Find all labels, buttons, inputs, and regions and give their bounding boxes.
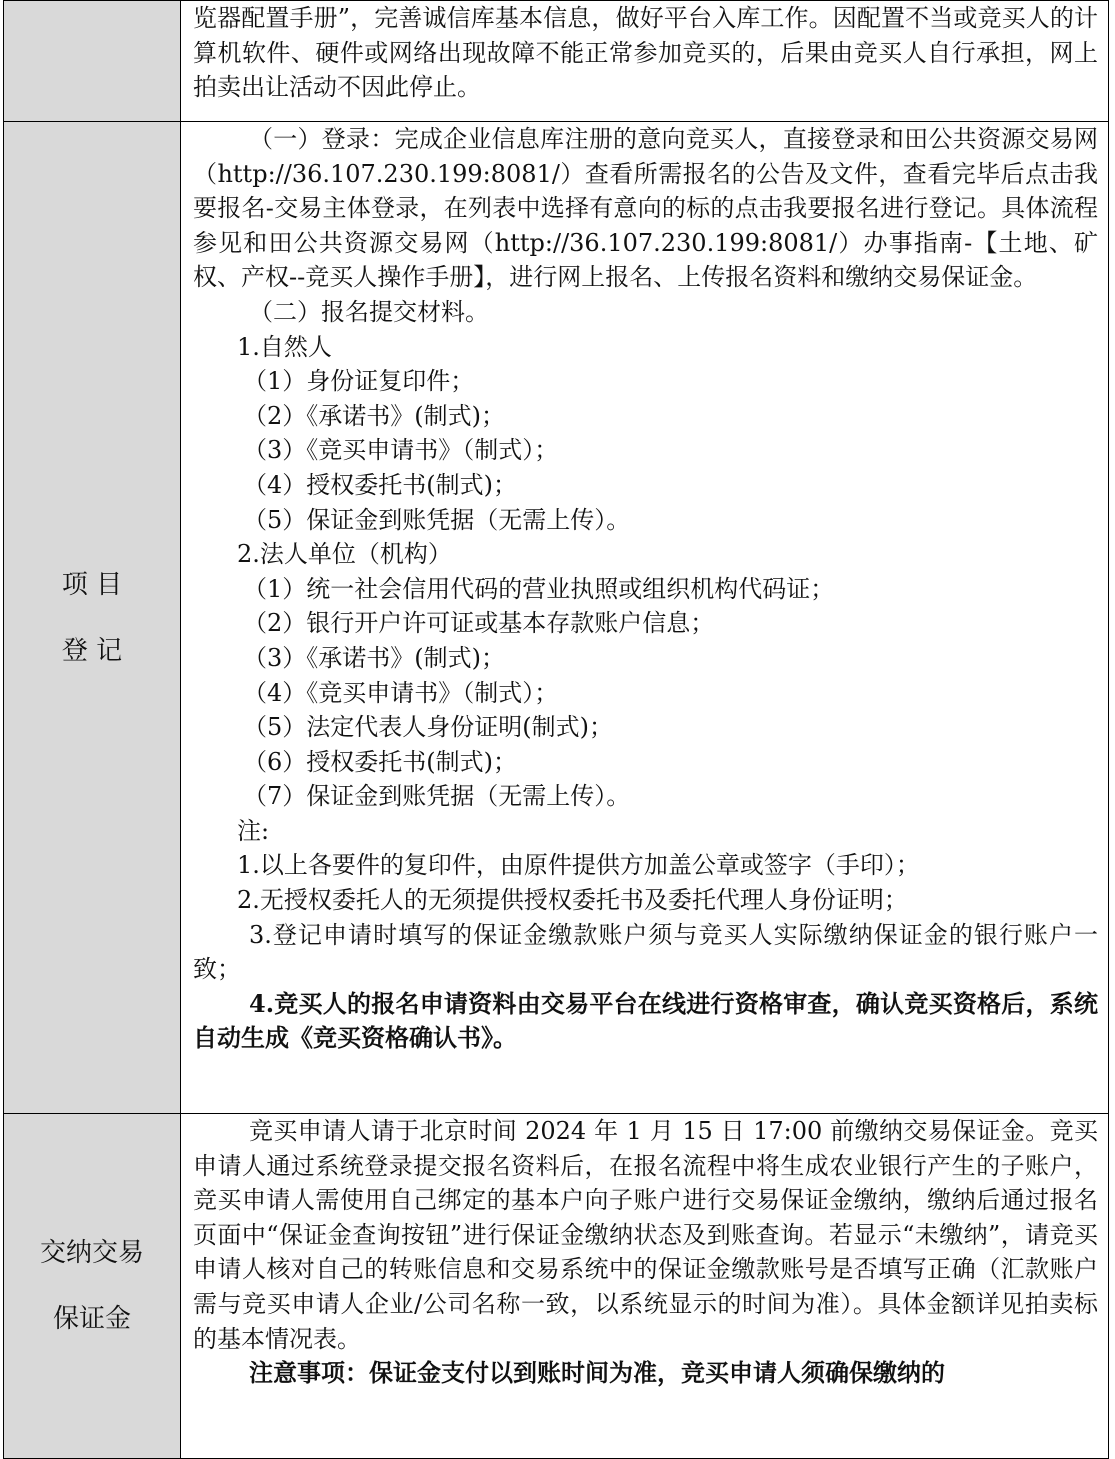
login-paragraph: （一）登录：完成企业信息库注册的意向竞买人，直接登录和田公共资源交易网（http://36.107.230.199:8081/）查看所需报名的公告及文件，查看完毕后点击我要报名-交易主体登录，在列表中选择有意向的标的点击我要报名进行登记。具体流程参见和田公共资源交易网（http://36.107.230.199:8081/）办事指南-【土地、矿权、产权--竞买人操作手册】，进行网上报名、上传报名资料和缴纳交易保证金。	[193, 125, 1098, 292]
bold-note-qualification: 4.竞买人的报名申请资料由交易平台在线进行资格审查，确认竞买资格后，系统自动生成《竞买资格确认书》。	[193, 988, 1098, 1053]
label-line-1: 项 目	[61, 569, 123, 600]
label-line-1: 交纳交易	[39, 1238, 144, 1268]
row-content-deposit	[181, 1114, 1109, 1459]
browser-config-paragraph: 览器配置手册”，完善诚信库基本信息，做好平台入库工作。因配置不当或竞买人的计算机软件、硬件或网络出现故障不能正常参加竞买的，后果由竞买人自行承担，网上拍卖出让活动不因此停止。	[193, 4, 1098, 102]
list-item: （6）授权委托书(制式)；	[243, 747, 517, 776]
list-item: （2）银行开户许可证或基本存款账户信息；	[243, 609, 715, 638]
list-item: （5）保证金到账凭据（无需上传）。	[243, 505, 631, 534]
row-label-deposit	[4, 1114, 181, 1459]
list-item: （4）《竞买申请书》（制式）；	[243, 678, 559, 707]
legal-entity-heading: 2.法人单位（机构）	[237, 540, 452, 569]
list-item: （2）《承诺书》(制式)；	[243, 401, 505, 430]
document-table	[3, 0, 1109, 1459]
row-label-project-registration	[4, 122, 181, 1114]
list-item: （4）授权委托书(制式)；	[243, 470, 517, 499]
label-line-2: 保证金	[52, 1304, 131, 1334]
list-item: （1）统一社会信用代码的营业执照或组织机构代码证；	[243, 574, 835, 603]
note-item: 1.以上各要件的复印件，由原件提供方加盖公章或签字（手印）；	[237, 851, 920, 880]
table-row-deposit	[4, 1114, 1109, 1459]
list-item: （5）法定代表人身份证明(制式)；	[243, 713, 613, 742]
materials-heading: （二）报名提交材料。	[249, 297, 489, 326]
list-item: （7）保证金到账凭据（无需上传）。	[243, 782, 631, 811]
natural-person-heading: 1.自然人	[237, 332, 332, 361]
list-item: （1）身份证复印件；	[243, 367, 475, 396]
table-row-project-registration	[4, 122, 1109, 1114]
list-item: （3）《承诺书》(制式)；	[243, 643, 505, 672]
list-item: （3）《竞买申请书》（制式）；	[243, 436, 559, 465]
note-item: 3.登记申请时填写的保证金缴款账户须与竞买人实际缴纳保证金的银行账户一致；	[193, 920, 1098, 984]
note-heading: 注:	[237, 816, 270, 845]
row-label-empty	[4, 1, 181, 122]
row-content-browser-config	[181, 1, 1109, 122]
table-row-browser-config	[4, 1, 1109, 122]
row-content-project-registration	[181, 122, 1109, 1114]
deposit-paragraph: 竞买申请人请于北京时间 2024 年 1 月 15 日 17:00 前缴纳交易保证金。竞买申请人通过系统登录提交报名资料后，在报名流程中将生成农业银行产生的子账户，竞买申请人需使用自己绑定的基本户向子账户进行交易保证金缴纳，缴纳后通过报名页面中“保证金查询按钮”进行保证金缴纳状态及到账查询。若显示“未缴纳”，请竞买申请人核对自己的转账信息和交易系统中的保证金缴款账号是否填写正确（汇款账户需与竞买申请人企业/公司名称一致，以系统显示的时间为准）。具体金额详见拍卖标的基本情况表。	[193, 1117, 1098, 1353]
deposit-bold-note: 注意事项：保证金支付以到账时间为准，竞买申请人须确保缴纳的	[249, 1358, 945, 1388]
label-line-2: 登 记	[61, 635, 123, 666]
note-item: 2.无授权委托人的无须提供授权委托书及委托代理人身份证明；	[237, 886, 908, 915]
